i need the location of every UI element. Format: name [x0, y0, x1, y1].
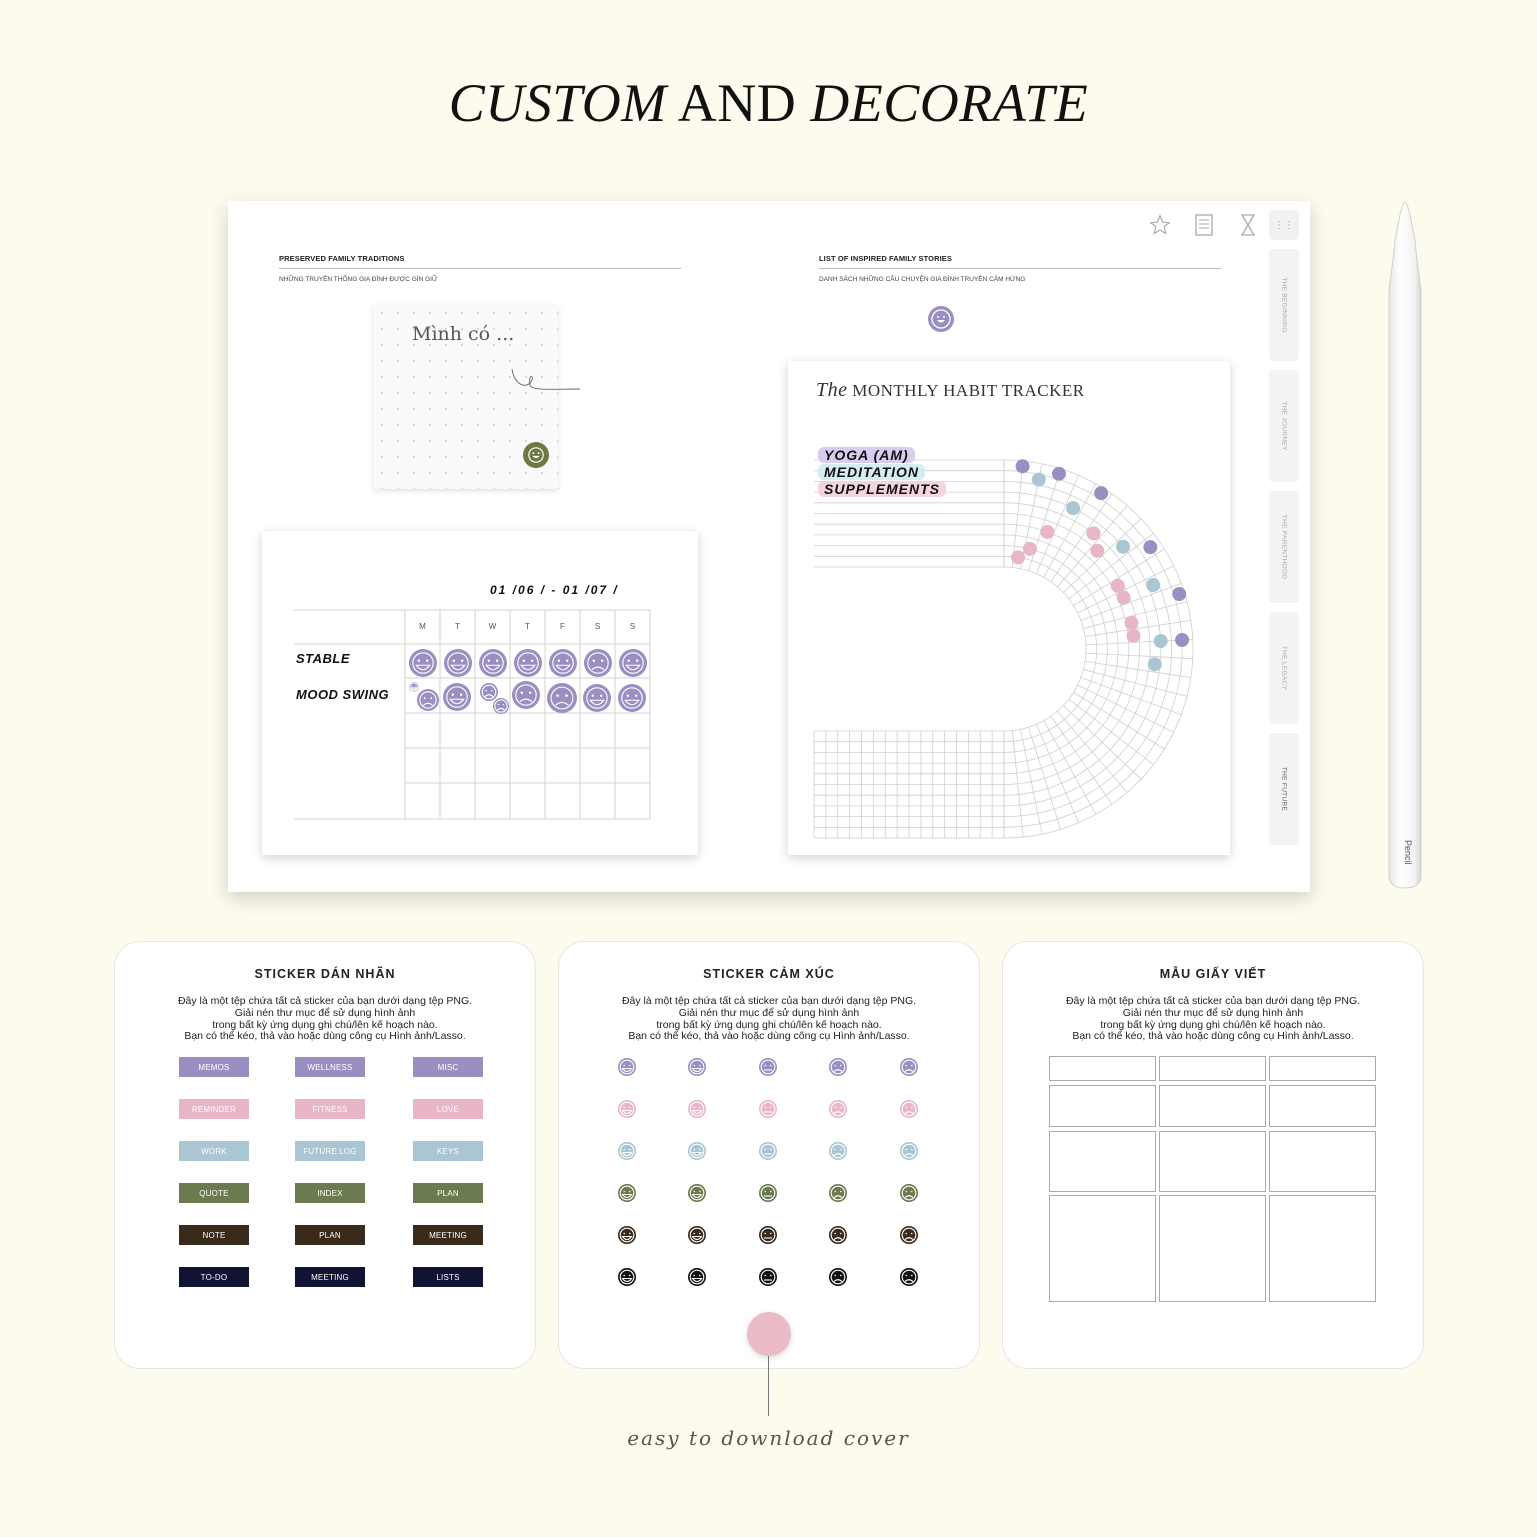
page-headline [0, 72, 1537, 134]
label-sticker[interactable]: MEMOS [179, 1057, 249, 1077]
label-sticker[interactable]: PLAN [295, 1225, 365, 1245]
emotion-sticker-icon[interactable] [687, 1141, 707, 1161]
desc-line: Bạn có thể kéo, thả vào hoặc dùng công cụ Hình ảnh/Lasso. [1072, 1030, 1354, 1043]
emotion-sticker-icon[interactable] [687, 1099, 707, 1119]
left-page-heading: PRESERVED FAMILY TRADITIONS [279, 254, 405, 263]
habit-dot [1011, 550, 1025, 564]
habit-title-prefix: The [816, 379, 848, 401]
habit-dot [1154, 634, 1168, 648]
tab-the-parenthood[interactable] [1269, 491, 1299, 603]
emotion-sticker-icon[interactable] [828, 1267, 848, 1287]
tab-label: THE FUTURE [1280, 766, 1288, 812]
habit-dot [1094, 486, 1108, 500]
emotion-sticker-icon[interactable] [758, 1099, 778, 1119]
paper-template[interactable] [1159, 1056, 1266, 1081]
emotion-sticker-icon[interactable] [617, 1225, 637, 1245]
mood-sticker-icon [492, 697, 510, 715]
label-sticker[interactable]: FITNESS [295, 1099, 365, 1119]
paper-template[interactable] [1159, 1195, 1266, 1302]
mood-sticker-icon [443, 648, 473, 678]
habit-dot [1086, 526, 1100, 540]
tab-label: THE JOURNEY [1280, 401, 1288, 451]
emotion-sticker-icon[interactable] [899, 1141, 919, 1161]
paper-template[interactable] [1049, 1195, 1156, 1302]
habit-label: YOGA (AM) [818, 447, 915, 463]
habit-label: MEDITATION [818, 464, 925, 480]
habit-dot [1016, 459, 1030, 473]
paper-template[interactable] [1269, 1131, 1376, 1192]
writing-paper-card[interactable] [1002, 941, 1424, 1369]
smiley-sticker-icon [523, 442, 549, 468]
card-description [1003, 996, 1423, 1043]
doodle-squiggle [510, 363, 590, 395]
emotion-sticker-card[interactable] [558, 941, 980, 1369]
tab-the-journey[interactable] [1269, 370, 1299, 482]
toolbar [1148, 213, 1260, 237]
card-title: STICKER DÁN NHÃN [254, 967, 396, 981]
habit-arch-grid [788, 361, 1230, 855]
sticky-note-text: Mình có ... [412, 323, 515, 345]
right-page-subheading: DANH SÁCH NHỮNG CÂU CHUYỆN GIA ĐÌNH TRUYỀN CẢM HỨNG [819, 276, 1026, 283]
day-header: T [455, 622, 460, 631]
paper-template[interactable] [1049, 1131, 1156, 1192]
left-page-subheading: NHỮNG TRUYỀN THỐNG GIA ĐÌNH ĐƯỢC GÌN GIỮ [279, 276, 438, 283]
desc-line: Giải nén thư mục để sử dụng hình ảnh [678, 1006, 860, 1019]
habit-dot [1116, 540, 1130, 554]
mood-sticker-icon [416, 688, 440, 712]
mood-sticker-icon [408, 648, 438, 678]
day-header: S [594, 622, 601, 631]
emotion-sticker-icon[interactable] [828, 1141, 848, 1161]
apple-pencil [1385, 200, 1425, 890]
label-sticker[interactable]: MISC [413, 1057, 483, 1077]
right-page-rule [819, 268, 1221, 269]
habit-dot [1172, 587, 1186, 601]
label-sticker[interactable]: WELLNESS [295, 1057, 365, 1077]
emotion-sticker-icon[interactable] [899, 1225, 919, 1245]
day-header: S [629, 622, 636, 631]
left-page-rule [279, 268, 681, 269]
day-header: F [560, 622, 565, 631]
desc-line: Bạn có thể kéo, thả vào hoặc dùng công cụ Hình ảnh/Lasso. [184, 1030, 466, 1043]
mood-tracker-dates: 01 /06 / - 01 /07 / [490, 583, 619, 597]
habit-dot [1124, 616, 1138, 630]
desc-line: Đây là một tệp chứa tất cả sticker của bạn dưới dạng tệp PNG. [177, 995, 473, 1007]
label-sticker[interactable]: MEETING [295, 1267, 365, 1287]
habit-title-main: MONTHLY HABIT TRACKER [852, 381, 1085, 400]
label-sticker[interactable]: MEETING [413, 1225, 483, 1245]
tab-the-future[interactable] [1269, 733, 1299, 845]
star-icon[interactable] [1148, 213, 1172, 237]
emotion-sticker-icon[interactable] [828, 1099, 848, 1119]
label-sticker[interactable]: PLAN [413, 1183, 483, 1203]
habit-dot [1032, 473, 1046, 487]
habit-dot [1090, 544, 1104, 558]
label-sticker[interactable]: TO-DO [179, 1267, 249, 1287]
emotion-sticker-icon[interactable] [758, 1057, 778, 1077]
mood-sticker-icon [582, 683, 612, 713]
pencil-brand: Pencil [1403, 840, 1413, 865]
tab-the-beginning[interactable] [1269, 249, 1299, 361]
tab-label: THE PARENTHOOD [1280, 514, 1288, 580]
card-description [559, 996, 979, 1043]
habit-dot [1052, 467, 1066, 481]
tab-the-legacy[interactable] [1269, 612, 1299, 724]
headline-part2: AND [677, 73, 797, 133]
desc-line: Đây là một tệp chứa tất cả sticker của bạn dưới dạng tệp PNG. [1065, 995, 1361, 1007]
label-sticker[interactable]: LOVE [413, 1099, 483, 1119]
mood-row-label: MOOD SWING [296, 687, 390, 702]
label-sticker-card[interactable] [114, 941, 536, 1369]
mood-sticker-icon [548, 648, 578, 678]
download-button[interactable] [747, 1312, 791, 1356]
emotion-sticker-icon[interactable] [687, 1225, 707, 1245]
label-sticker[interactable]: LISTS [413, 1267, 483, 1287]
day-header: W [488, 622, 497, 631]
mood-row-label: STABLE [296, 651, 351, 666]
planner-tablet [228, 201, 1310, 892]
mood-sticker-icon [583, 648, 613, 678]
card-description [115, 996, 535, 1043]
emotion-sticker-icon[interactable] [617, 1183, 637, 1203]
desc-line: Giải nén thư mục để sử dụng hình ảnh [234, 1006, 416, 1019]
emotion-sticker-icon[interactable] [617, 1267, 637, 1287]
habit-dot [1175, 633, 1189, 647]
mood-sticker-icon [618, 648, 648, 678]
label-sticker[interactable]: QUOTE [179, 1183, 249, 1203]
emotion-sticker-icon[interactable] [617, 1057, 637, 1077]
emotion-sticker-icon[interactable] [687, 1267, 707, 1287]
mood-sticker-icon [546, 682, 578, 714]
habit-dot [1126, 629, 1140, 643]
emotion-sticker-icon[interactable] [828, 1225, 848, 1245]
sticky-note[interactable] [374, 305, 558, 489]
mood-sticker-icon [513, 648, 543, 678]
desc-line: Bạn có thể kéo, thả vào hoặc dùng công cụ Hình ảnh/Lasso. [628, 1030, 910, 1043]
habit-tracker-card [788, 361, 1230, 855]
emotion-sticker-icon[interactable] [828, 1057, 848, 1077]
hourglass-icon[interactable] [1236, 213, 1260, 237]
paper-template[interactable] [1269, 1056, 1376, 1081]
habit-dot [1117, 591, 1131, 605]
label-sticker[interactable]: REMINDER [179, 1099, 249, 1119]
tab-label: THE BEGINNING [1280, 277, 1288, 333]
habit-dot [1023, 542, 1037, 556]
desc-line: trong bất kỳ ứng dụng ghi chú/lên kế hoạch nào. [212, 1018, 438, 1031]
habit-dot [1143, 540, 1157, 554]
emotion-sticker-icon[interactable] [758, 1183, 778, 1203]
mood-sticker-icon [442, 682, 472, 712]
label-sticker[interactable]: INDEX [295, 1183, 365, 1203]
notebook-icon[interactable] [1192, 213, 1216, 237]
label-sticker[interactable]: FUTURE LOG [295, 1141, 365, 1161]
habit-dot [1066, 501, 1080, 515]
emotion-sticker-icon[interactable] [687, 1057, 707, 1077]
day-header: T [525, 622, 530, 631]
headline-part1: CUSTOM [448, 73, 667, 133]
headline-part3: DECORATE [810, 73, 1089, 133]
habit-dot [1146, 578, 1160, 592]
emotion-sticker-icon[interactable] [617, 1099, 637, 1119]
paper-template[interactable] [1049, 1085, 1156, 1127]
day-header: M [419, 622, 426, 631]
emotion-sticker-icon[interactable] [899, 1267, 919, 1287]
tab-label: THE LEGACY [1280, 645, 1288, 691]
mood-tracker-card [262, 531, 698, 855]
smiley-badge-icon [928, 306, 954, 332]
download-caption: easy to download cover [627, 1426, 910, 1450]
mood-sticker-icon [511, 680, 541, 710]
desc-line: Giải nén thư mục để sử dụng hình ảnh [1122, 1006, 1304, 1019]
menu-icon[interactable]: ⋮⋮ [1269, 210, 1299, 240]
emotion-sticker-icon[interactable] [899, 1183, 919, 1203]
paper-template[interactable] [1269, 1085, 1376, 1127]
emotion-sticker-icon[interactable] [617, 1141, 637, 1161]
card-title: STICKER CẢM XÚC [703, 967, 835, 981]
label-sticker[interactable]: WORK [179, 1141, 249, 1161]
label-sticker[interactable]: NOTE [179, 1225, 249, 1245]
mood-sticker-icon [617, 683, 647, 713]
right-page-heading: LIST OF INSPIRED FAMILY STORIES [819, 254, 952, 263]
emotion-sticker-icon[interactable] [899, 1057, 919, 1077]
emotion-sticker-icon[interactable] [758, 1267, 778, 1287]
habit-dot [1148, 657, 1162, 671]
desc-line: trong bất kỳ ứng dụng ghi chú/lên kế hoạch nào. [656, 1018, 882, 1031]
mood-sticker-icon [478, 648, 508, 678]
habit-dot [1040, 525, 1054, 539]
habit-label: SUPPLEMENTS [818, 481, 946, 497]
emotion-sticker-icon[interactable] [758, 1141, 778, 1161]
label-sticker[interactable]: KEYS [413, 1141, 483, 1161]
paper-template[interactable] [1159, 1085, 1266, 1127]
paper-template[interactable] [1269, 1195, 1376, 1302]
paper-template[interactable] [1049, 1056, 1156, 1081]
emotion-sticker-icon[interactable] [828, 1183, 848, 1203]
desc-line: Đây là một tệp chứa tất cả sticker của bạn dưới dạng tệp PNG. [621, 995, 917, 1007]
desc-line: trong bất kỳ ứng dụng ghi chú/lên kế hoạch nào. [1100, 1018, 1326, 1031]
callout-line [768, 1356, 769, 1416]
card-title: MẪU GIẤY VIẾT [1159, 967, 1267, 981]
paper-template[interactable] [1159, 1131, 1266, 1192]
emotion-sticker-icon[interactable] [899, 1099, 919, 1119]
emotion-sticker-icon[interactable] [758, 1225, 778, 1245]
emotion-sticker-icon[interactable] [687, 1183, 707, 1203]
